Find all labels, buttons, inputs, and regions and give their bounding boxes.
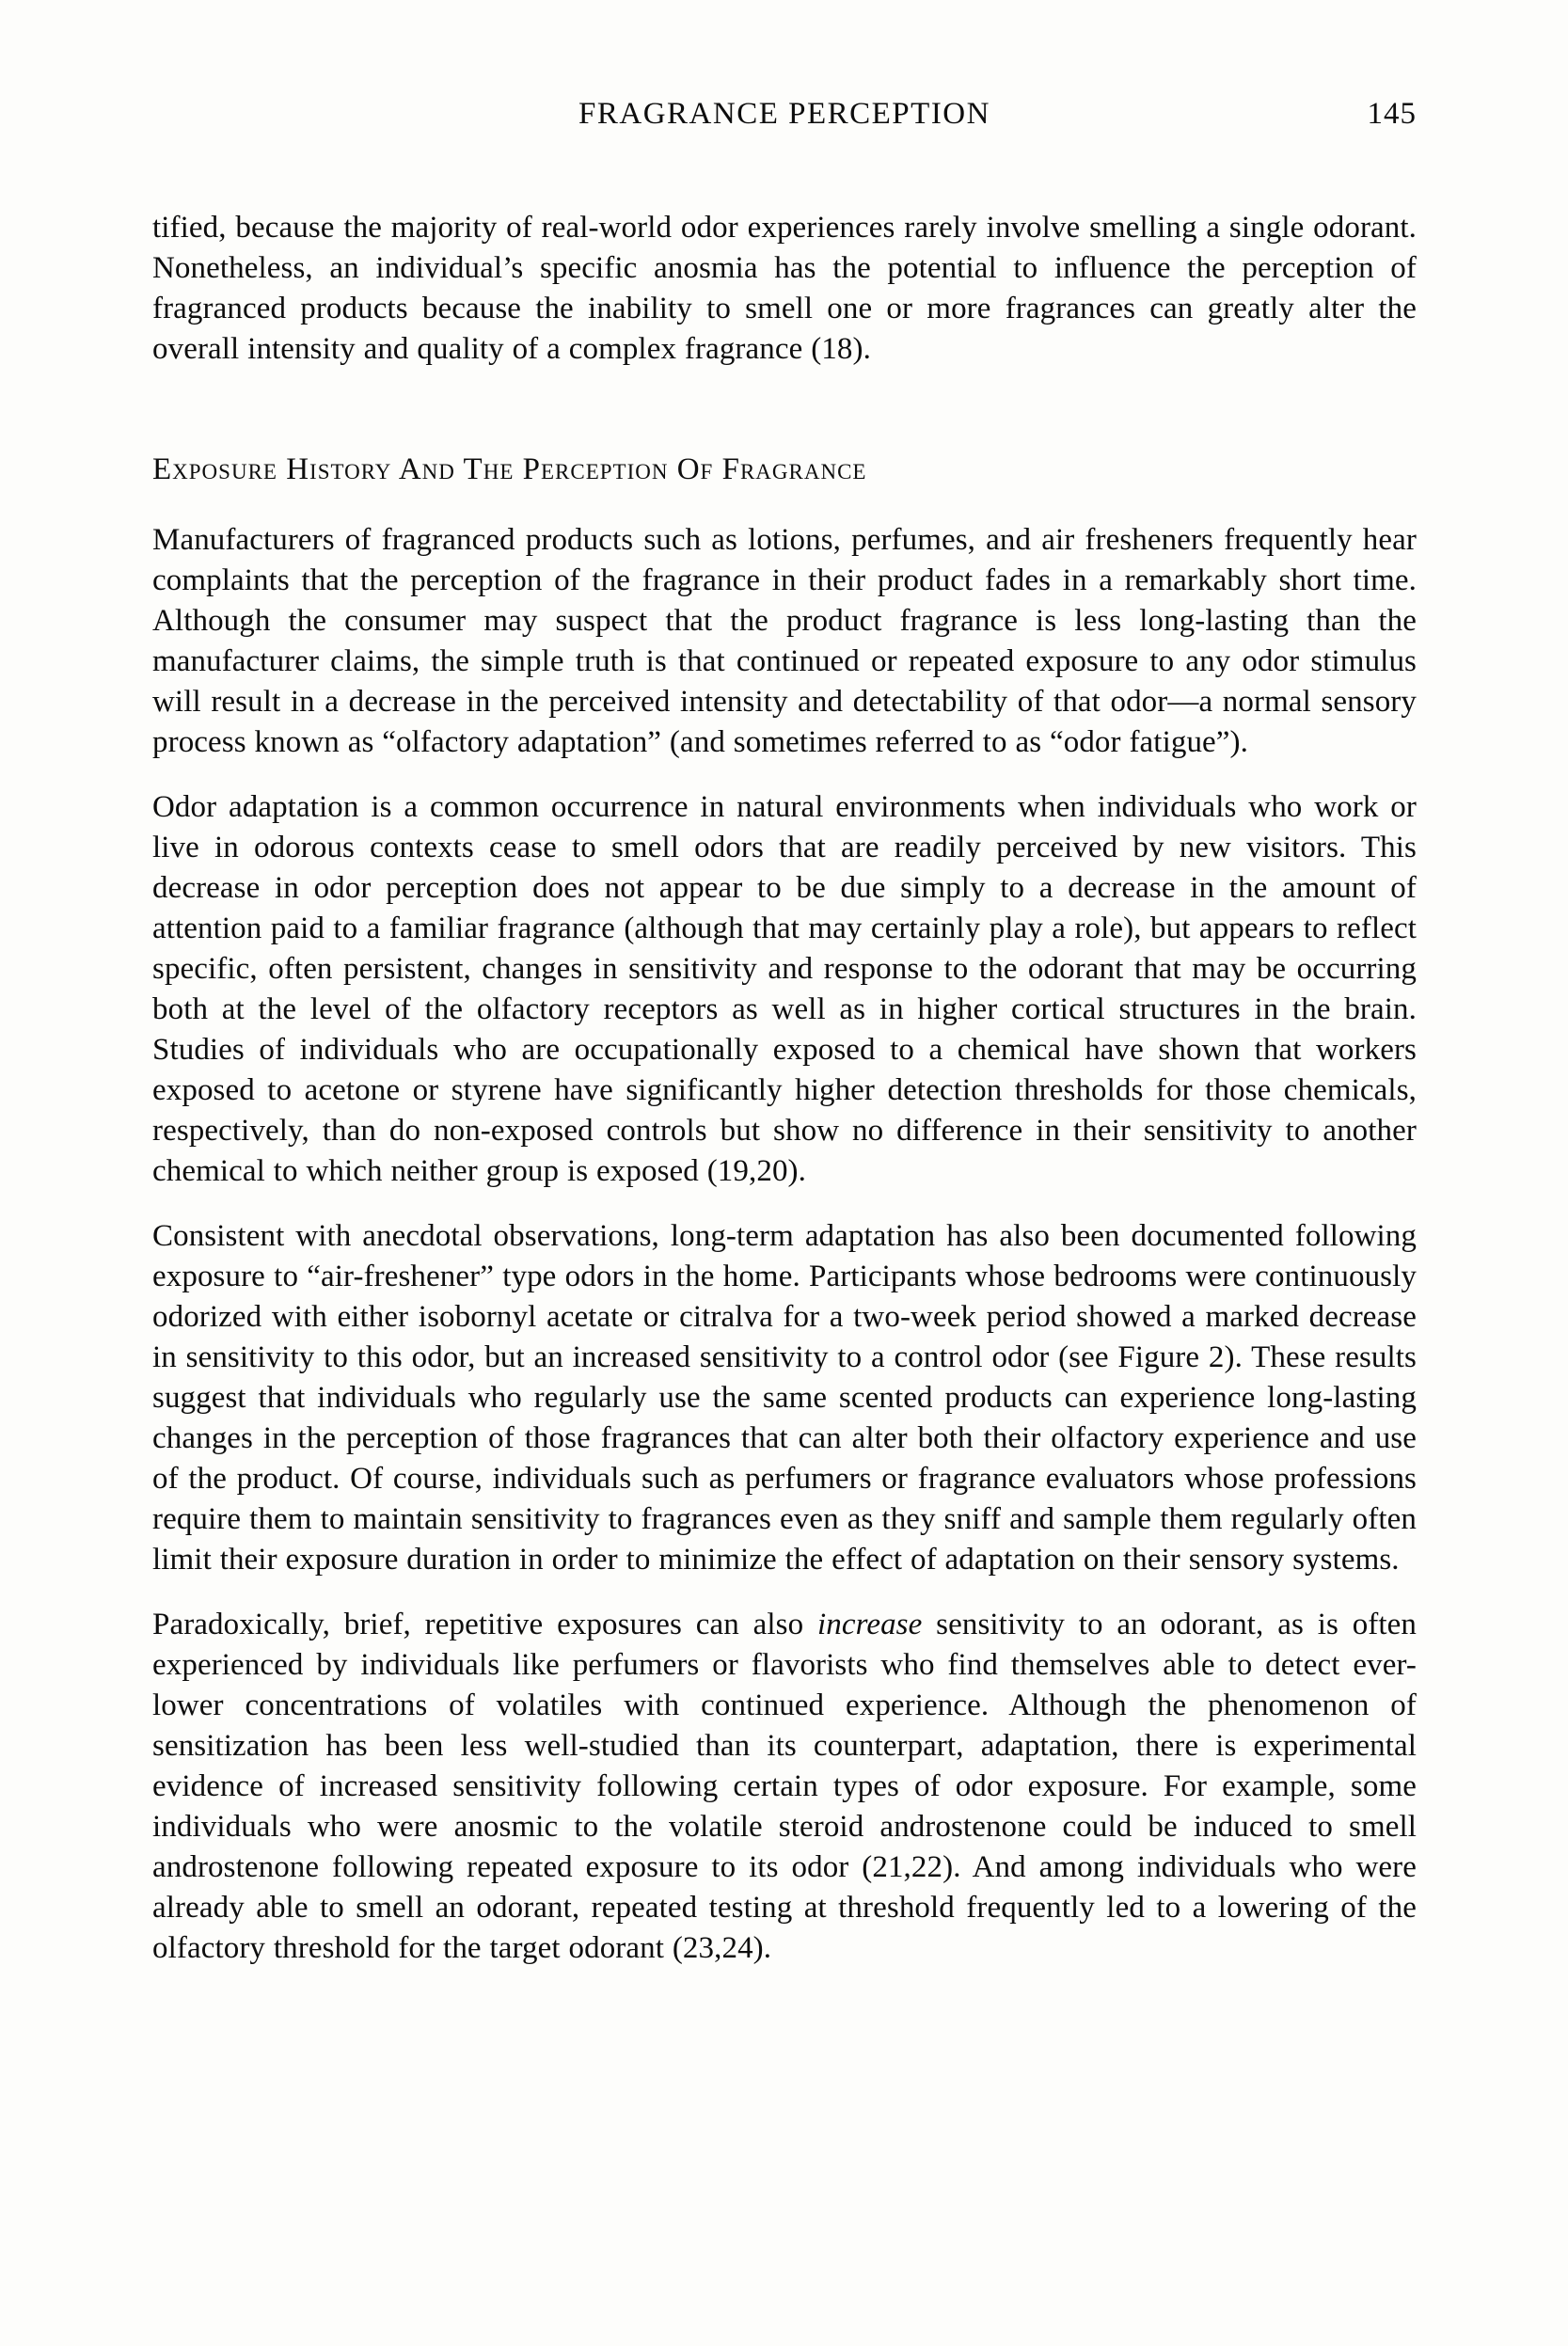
paragraph-odor-adaptation: Odor adaptation is a common occurrence in natural environments when individuals who work or live in odorous contexts cease to smell odors that are readily perceived by new visitors. This decrease in odor perception does not appear to be due simply to a decrease in the amount of attention paid to a familiar fragrance (although that may certainly play a role), but appears to reflect specific, often persistent, changes in sensitivity and response to the odorant that may be occurring both at the level of the olfactory receptors as well as in higher cortical structures in the brain. Studies of individuals who are occupationally exposed to a chemical have shown that workers exposed to acetone or styrene have significantly higher detection thresholds for those chemicals, respectively, than do non-exposed controls but show no difference in their sensitivity to another chemical to which neither group is exposed (19,20). bbox=[152, 790, 1417, 1188]
page-body bbox=[152, 208, 1417, 1969]
paragraph-sensitization bbox=[152, 1605, 1417, 1969]
running-head-title: FRAGRANCE PERCEPTION bbox=[578, 97, 990, 131]
paragraph-manufacturers: Manufacturers of fragranced products such as lotions, perfumes, and air fresheners frequently hear complaints that the perception of the fragrance in their product fades in a remarkably short time. Although the consumer may suspect that the product fragrance is less long-lasting than the manufacturer claims, the simple truth is that continued or repeated exposure to any odor stimulus will result in a decrease in the perceived intensity and detectability of that odor—a normal sensory process known as “olfactory adaptation” (and sometimes referred to as “odor fatigue”). bbox=[152, 523, 1417, 759]
paragraph-sensitization-text-pre: Paradoxically, brief, repetitive exposures can also bbox=[152, 1608, 817, 1641]
paragraph-sensitization-text-post: sensitivity to an odorant, as is often experienced by individuals like perfumers or flavorists who find themselves able to detect ever-lower concentrations of volatiles with continued experience. Although the phenomenon of sensitization has been less well-studied than its counterpart, adaptation, there is experimental evidence of increased sensitivity following certain types of odor exposure. For example, some individuals who were anosmic to the volatile steroid androstenone could be induced to smell androstenone following repeated exposure to its odor (21,22). And among individuals who were already able to smell an odorant, repeated testing at threshold frequently led to a lowering of the olfactory threshold for the target odorant (23,24). bbox=[152, 1608, 1418, 1965]
paragraph-continuation: tified, because the majority of real-world odor experiences rarely involve smelling a single odorant. Nonetheless, an individual’s specific anosmia has the potential to influence the perception of fragranced products because the inability to smell one or more fragrances can greatly alter the overall intensity and quality of a complex fragrance (18). bbox=[152, 211, 1417, 366]
running-head bbox=[152, 94, 1417, 135]
section-heading: Exposure History And The Perception Of Fragrance bbox=[152, 452, 867, 486]
paragraph-sensitization-emphasis: increase bbox=[817, 1608, 923, 1641]
page-number: 145 bbox=[1367, 97, 1417, 131]
paragraph-long-term-adaptation: Consistent with anecdotal observations, long-term adaptation has also been documented following exposure to “air-freshener” type odors in the home. Participants whose bedrooms were continuously odorized with either isobornyl acetate or citralva for a two-week period showed a marked decrease in sensitivity to this odor, but an increased sensitivity to a control odor (see Figure 2). These results suggest that individuals who regularly use the same scented products can experience long-lasting changes in the perception of those fragrances that can alter both their olfactory experience and use of the product. Of course, individuals such as perfumers or fragrance evaluators whose professions require them to maintain sensitivity to fragrances even as they sniff and sample them regularly often limit their exposure duration in order to minimize the effect of adaptation on their sensory systems. bbox=[152, 1219, 1417, 1577]
